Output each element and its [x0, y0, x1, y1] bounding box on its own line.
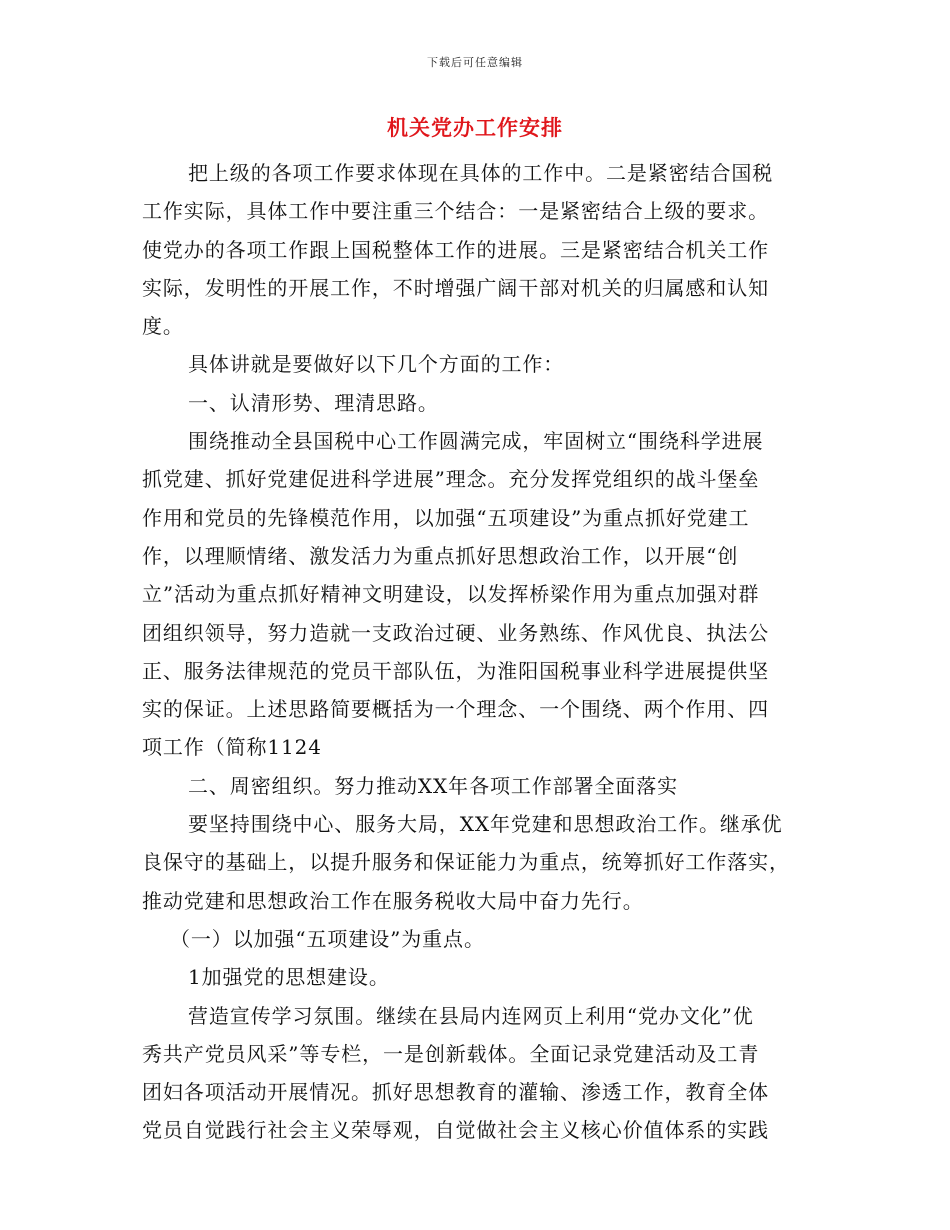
body-text-line: 良保守的基础上，以提升服务和保证能力为重点，统筹抓好工作落实， [142, 850, 790, 875]
body-text-line: 作用和党员的先锋模范作用，以加强“五项建设”为重点抓好党建工 [142, 505, 750, 530]
body-text-line: 项工作（简称1124 [142, 735, 322, 760]
body-text-line: 二、周密组织。努力推动XX年各项工作部署全面落实 [188, 773, 679, 798]
body-text-line: 实际，发明性的开展工作，不时增强广阔干部对机关的归属感和认知 [142, 275, 769, 300]
document-body [142, 154, 808, 1150]
body-text-line: 营造宣传学习氛围。继续在县局内连网页上利用“党办文化”优 [188, 1003, 754, 1028]
document-title: 机关党办工作安排 [387, 115, 563, 140]
page-header-note: 下载后可任意编辑 [427, 56, 523, 69]
body-text-line: 具体讲就是要做好以下几个方面的工作： [188, 352, 565, 377]
body-text-line: 度。 [142, 314, 184, 339]
body-text-line: 团组织领导，努力造就一支政治过硬、业务熟练、作风优良、执法公 [142, 620, 769, 645]
body-text-line: 团妇各项活动开展情况。抓好思想教育的灌输、渗透工作，教育全体 [142, 1080, 769, 1105]
body-text-line: 正、服务法律规范的党员干部队伍，为淮阳国税事业科学进展提供坚 [142, 658, 769, 683]
body-text-line: 围绕推动全县国税中心工作圆满完成，牢固树立“围绕科学进展 [188, 429, 764, 454]
body-text-line: 党员自觉践行社会主义荣辱观，自觉做社会主义核心价值体系的实践 [142, 1118, 769, 1143]
body-text-line: 作，以理顺情绪、激发活力为重点抓好思想政治工作，以开展“创 [142, 543, 739, 568]
body-text-line: 使党办的各项工作跟上国税整体工作的进展。三是紧密结合机关工作 [142, 237, 769, 262]
body-text-line: 一、认清形势、理清思路。 [188, 390, 439, 415]
body-text-line: 立”活动为重点抓好精神文明建设，以发挥桥梁作用为重点加强对群 [142, 582, 760, 607]
body-text-line: 1加强党的思想建设。 [188, 965, 390, 990]
body-text-line: 秀共产党员风采”等专栏，一是创新载体。全面记录党建活动及工青 [142, 1041, 760, 1066]
body-text-line: 工作实际，具体工作中要注重三个结合：一是紧密结合上级的要求。 [142, 199, 769, 224]
body-text-line: 要坚持围绕中心、服务大局，XX年党建和思想政治工作。继承优 [188, 812, 783, 837]
body-text-line: 抓党建、抓好党建促进科学进展”理念。充分发挥党组织的战斗堡垒 [142, 467, 760, 492]
body-text-line: 把上级的各项工作要求体现在具体的工作中。二是紧密结合国税 [188, 161, 774, 185]
body-text-line: 实的保证。上述思路简要概括为一个理念、一个围绕、两个作用、四 [142, 697, 769, 722]
body-text-line: （一）以加强“五项建设”为重点。 [170, 926, 485, 951]
body-text-line: 推动党建和思想政治工作在服务税收大局中奋力先行。 [142, 888, 644, 913]
